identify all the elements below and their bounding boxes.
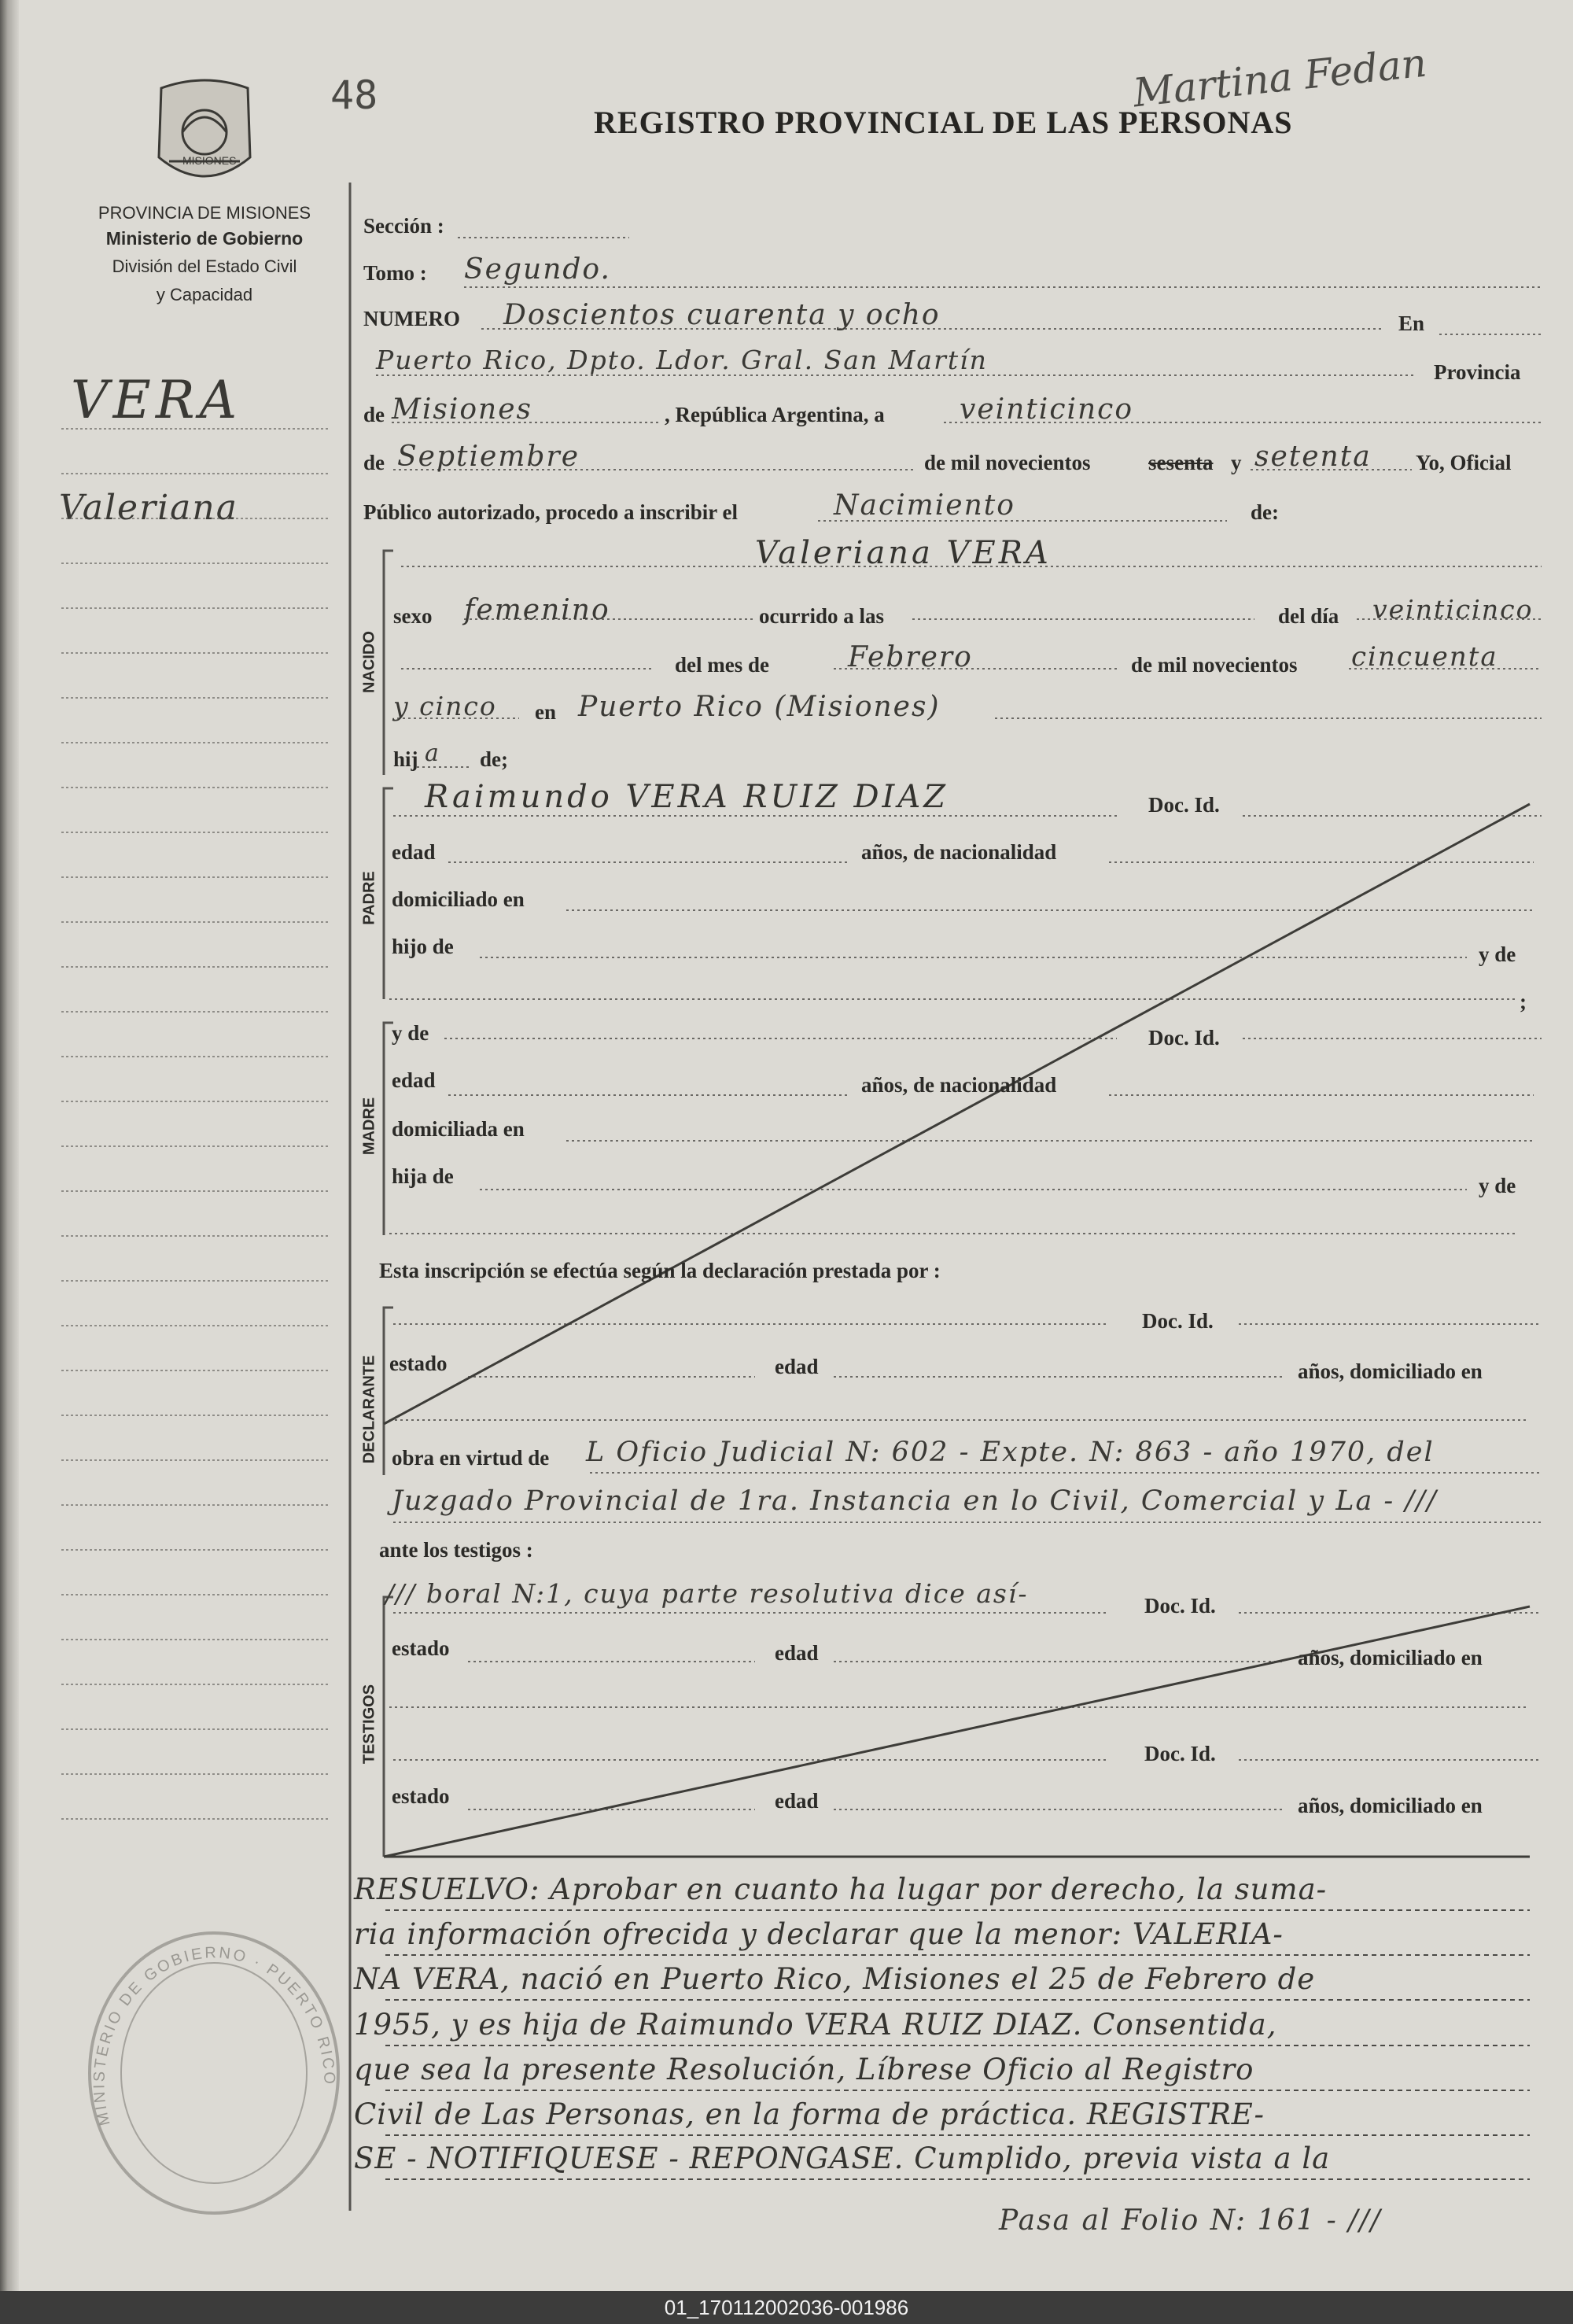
padre-edad-label: edad [392, 840, 436, 864]
publico-label: Público autorizado, procedo a inscribir el [363, 500, 738, 524]
resolution-line-5: que sea la presente Resolución, Líbrese Oficio al Registro [354, 2053, 1254, 2086]
declaracion-label: Esta inscripción se efectúa según la declaración prestada por : [379, 1259, 941, 1282]
declarante-doc-label: Doc. Id. [1142, 1309, 1214, 1333]
obra-label: obra en virtud de [392, 1446, 550, 1470]
deldia-label: del día [1278, 604, 1339, 628]
testigo1-edad-label: edad [775, 1641, 819, 1665]
birth-month-value: Febrero [848, 641, 973, 673]
padre-anos-label: años, de nacionalidad [861, 840, 1057, 864]
birth-year-value-2: y cinco [393, 691, 497, 721]
section-declarante-label: DECLARANTE [360, 1355, 378, 1464]
testigo2-edad-label: edad [775, 1789, 819, 1813]
image-code-bar [0, 2291, 1573, 2324]
padre-semicolon: ; [1520, 990, 1527, 1013]
shield-caption: MISIONES [182, 154, 237, 167]
birth-place-value: Puerto Rico (Misiones) [578, 691, 941, 723]
birth-year-value-1: cincuenta [1351, 641, 1498, 673]
sexo-value: femenino [464, 594, 610, 626]
numero-label: NUMERO [363, 307, 460, 330]
de2-label: de [363, 451, 385, 474]
numero-value: Doscientos cuarenta y ocho [503, 299, 941, 331]
struck-value: sesenta [1148, 451, 1214, 474]
resolution-line-7: SE - NOTIFIQUESE - REPONGASE. Cumplido, previa vista a la [354, 2141, 1331, 2175]
office-line-1: PROVINCIA DE MISIONES [98, 203, 311, 223]
hij-label: hij [393, 747, 418, 771]
testigo2-anos-label: años, domiciliado en [1298, 1794, 1483, 1817]
republica-label: , República Argentina, a [665, 403, 885, 426]
madre-yde-label: y de [392, 1021, 429, 1045]
tomo-label: Tomo : [363, 261, 427, 285]
de-label: de [363, 403, 385, 426]
section-testigos-label: TESTIGOS [360, 1684, 378, 1765]
office-line-4: y Capacidad [156, 285, 253, 304]
testigo1-estado-label: estado [392, 1636, 450, 1660]
milnov2-label: de mil novecientos [1131, 653, 1298, 677]
obra-value: L Oficio Judicial N: 602 - Expte. N: 863 - año 1970, del [586, 1437, 1435, 1468]
padre-hijo-label: hijo de [392, 935, 454, 958]
resolution-line-4: 1955, y es hija de Raimundo VERA RUIZ DIAZ. Consentida, [354, 2008, 1277, 2042]
resolution-line-1: RESUELVO: Aprobar en cuanto ha lugar por derecho, la suma- [354, 1872, 1328, 1906]
ministry-stamp-icon [90, 1933, 338, 2213]
year-value: setenta [1254, 441, 1372, 473]
section-padre-label: PADRE [360, 871, 378, 925]
madre-yde-end-label: y de [1479, 1174, 1516, 1197]
testigo2-doc-label: Doc. Id. [1144, 1742, 1216, 1765]
madre-edad-label: edad [392, 1068, 436, 1092]
official-signature: Martina Fedan [1130, 39, 1429, 116]
padre-domicilio-label: domiciliado en [392, 887, 525, 911]
milnov-label: de mil novecientos [924, 451, 1091, 474]
y-label: y [1231, 451, 1242, 474]
registry-title: REGISTRO PROVINCIAL DE LAS PERSONAS [594, 105, 1293, 140]
resolution-line-3: NA VERA, nació en Puerto Rico, Misiones el 25 de Febrero de [354, 1962, 1316, 1996]
padre-doc-label: Doc. Id. [1148, 793, 1220, 817]
provincia-label: Provincia [1434, 360, 1521, 384]
margin-given-name: Valeriana [59, 488, 238, 528]
folio-number: 48 [330, 72, 378, 118]
tomo-value: Segundo. [464, 253, 611, 286]
resolution-line-6: Civil de Las Personas, en la forma de práctica. REGISTRE- [354, 2097, 1265, 2131]
testigo1-anos-label: años, domiciliado en [1298, 1646, 1483, 1669]
obra-value-2: Juzgado Provincial de 1ra. Instancia en lo Civil, Comercial y La - /// [392, 1485, 1438, 1517]
pasa-al-folio: Pasa al Folio N: 161 - /// [999, 2204, 1382, 2237]
madre-anos-label: años, de nacionalidad [861, 1073, 1057, 1097]
madre-hija-label: hija de [392, 1164, 454, 1188]
place-value: Puerto Rico, Dpto. Ldor. Gral. San Martín [376, 345, 988, 375]
delmes-label: del mes de [675, 653, 769, 677]
section-madre-label: MADRE [360, 1097, 378, 1156]
en-label: En [1398, 312, 1425, 335]
margin-surname: VERA [71, 370, 242, 430]
act-value: Nacimiento [834, 489, 1015, 522]
de3-label: de: [1251, 500, 1279, 524]
birth-day-value: veinticinco [1372, 594, 1534, 625]
office-line-2: Ministerio de Gobierno [105, 228, 304, 249]
seccion-label: Sección : [363, 214, 444, 238]
father-name: Raimundo VERA RUIZ DIAZ [425, 779, 949, 815]
declarante-edad-label: edad [775, 1355, 819, 1378]
padre-yde-label: y de [1479, 943, 1516, 966]
hij-value: a [425, 740, 440, 767]
testigo1-doc-label: Doc. Id. [1144, 1594, 1216, 1618]
testigos-value: /// boral N:1, cuya parte resolutiva dice así- [385, 1578, 1029, 1609]
declarante-anos-label: años, domiciliado en [1298, 1359, 1483, 1383]
section-nacido-label: NACIDO [360, 631, 378, 693]
resolution-line-2: ria información ofrecida y declarar que la menor: VALERIA- [354, 1917, 1284, 1951]
stamp-text: MINISTERIO DE GOBIERNO · PUERTO RICO [90, 1944, 338, 2128]
sexo-label: sexo [393, 604, 433, 628]
madre-doc-label: Doc. Id. [1148, 1026, 1220, 1049]
image-code: 01_170112002036-001986 [664, 2296, 909, 2319]
madre-domicilio-label: domiciliada en [392, 1117, 525, 1141]
declarante-estado-label: estado [389, 1352, 448, 1375]
testigos-label: ante los testigos : [379, 1538, 533, 1562]
de4-label: de; [480, 747, 508, 771]
testigo2-estado-label: estado [392, 1784, 450, 1808]
office-line-3: División del Estado Civil [112, 256, 297, 276]
en2-label: en [535, 700, 556, 724]
ocurrido-label: ocurrido a las [759, 604, 884, 628]
province-value: Misiones [392, 393, 533, 426]
person-name: Valeriana VERA [755, 535, 1052, 571]
day-value: veinticinco [960, 393, 1134, 426]
yo-label: Yo, Oficial [1416, 451, 1512, 474]
month-value: Septiembre [397, 441, 580, 473]
